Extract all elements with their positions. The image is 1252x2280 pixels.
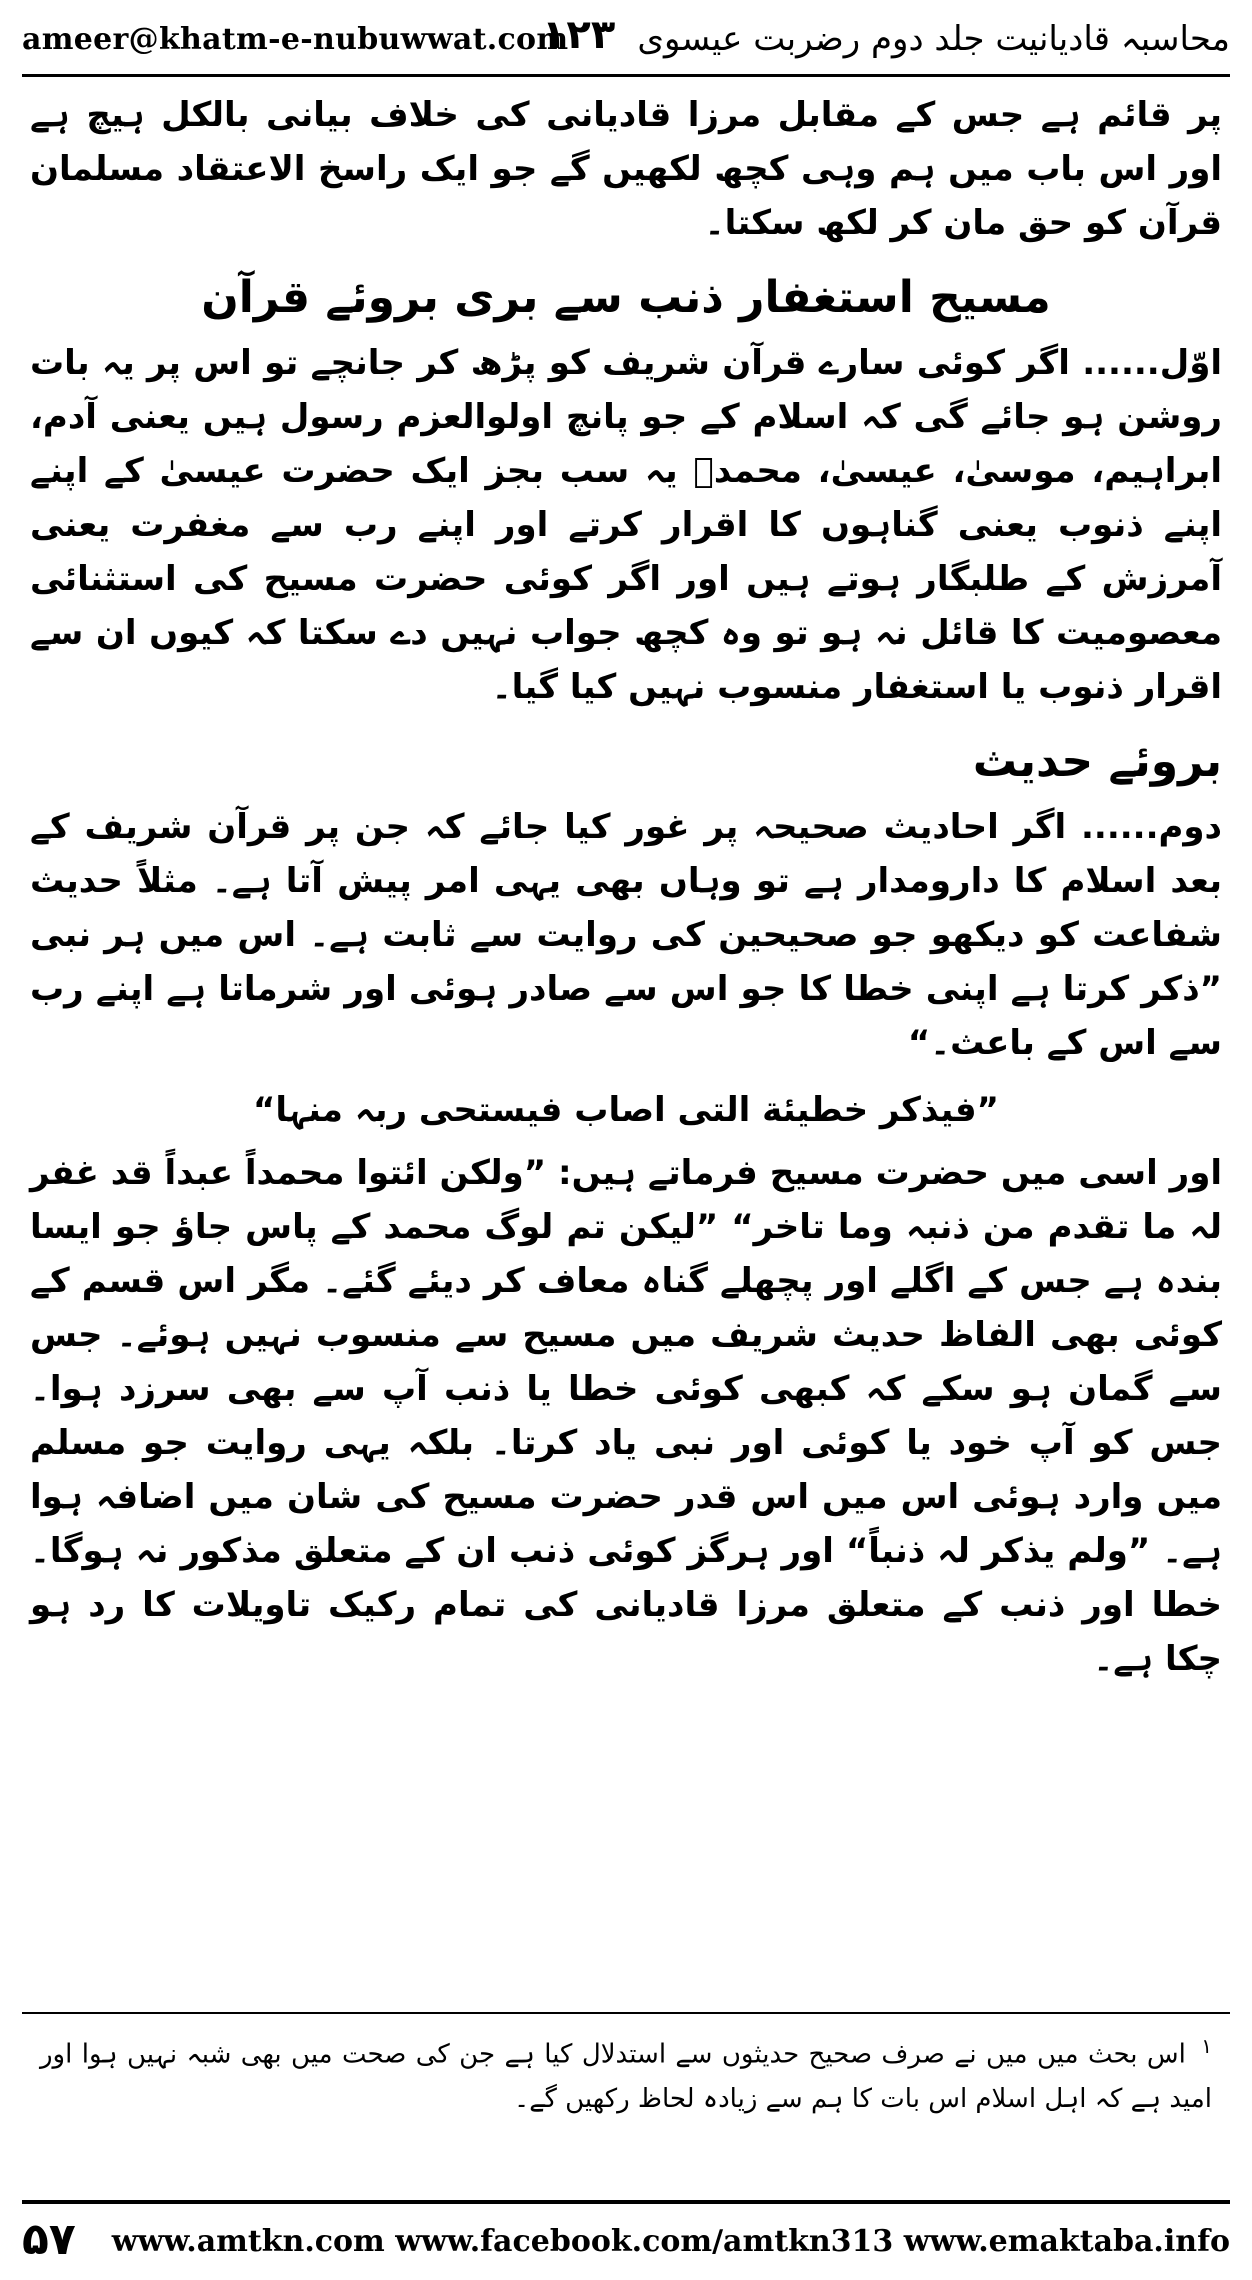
- footer-links: www.amtkn.com www.facebook.com/amtkn313 www.emaktaba.info: [111, 2224, 1230, 2259]
- footnote-marker: ۱: [1201, 2034, 1212, 2058]
- page-header: [22, 8, 1230, 70]
- section-heading-quran: مسیح استغفار ذنب سے بری بروئے قرآن: [201, 272, 1051, 323]
- arabic-quote: ”فیذکر خطیئة التی اصاب فیستحی ربہ منہا“: [253, 1090, 999, 1130]
- section-heading-hadith: بروئے حدیث: [972, 736, 1222, 787]
- footer-rule: [22, 2200, 1230, 2204]
- paragraph-first: [30, 336, 1222, 714]
- page-footer: [22, 2214, 1230, 2270]
- main-text: [30, 88, 1222, 1696]
- footnote-text: اس بحث میں میں نے صرف صحیح حدیثوں سے استدلال کیا ہے جن کی صحت میں بھی شبہ نہیں ہوا اور امید ہے کہ اہل اسلام اس بات کا ہم سے زیادہ لحاظ رکھیں گے۔: [40, 2039, 1212, 2114]
- paragraph-first-label: اوّل......: [1082, 343, 1222, 383]
- header-book-title: محاسبہ قادیانیت جلد دوم رضربت عیسوی: [637, 19, 1230, 59]
- paragraph-third: اور اسی میں حضرت مسیح فرماتے ہیں: ”ولکن ائتوا محمداً عبداً قد غفر لہ ما تقدم من ذنبہ وما تاخر“ ”لیکن تم لوگ محمد کے پاس جاؤ جو ایسا بندہ ہے جس کے اگلے اور پچھلے گناہ معاف کر دیئے گئے۔ مگر اس قسم کے کوئی بھی الفاظ حدیث شریف میں مسیح سے منسوب نہیں ہوئے۔ جس سے گمان ہو سکے کہ کبھی کوئی خطا یا ذنب آپ سے بھی سرزد ہوا۔ جس کو آپ خود یا کوئی اور نبی یاد کرتا۔ بلکہ یہی روایت جو مسلم میں وارد ہوئی اس میں اس قدر حضرت مسیح کی شان میں اضافہ ہوا ہے۔ ”ولم یذکر لہ ذنباً“ اور ہرگز کوئی ذنب ان کے متعلق مذکور نہ ہوگا۔ خطا اور ذنب کے متعلق مرزا قادیانی کی تمام رکیک تاویلات کا رد ہو چکا ہے۔: [30, 1153, 1222, 1679]
- header-page-number: ۱۲۳: [542, 12, 616, 58]
- header-email: ameer@khatm-e-nubuwwat.com: [22, 22, 569, 57]
- footer-page-number: ۵۷: [22, 2214, 76, 2265]
- header-rule: [22, 74, 1230, 77]
- paragraph-second: [30, 800, 1222, 1070]
- paragraph-second-text: اگر احادیث صحیحہ پر غور کیا جائے کہ جن پر قرآن شریف کے بعد اسلام کا دارومدار ہے تو وہاں بھی یہی امر پیش آتا ہے۔ مثلاً حدیث شفاعت کو دیکھو جو صحیحین کی روایت سے ثابت ہے۔ اس میں ہر نبی ”ذکر کرتا ہے اپنی خطا کا جو اس سے صادر ہوئی اور شرماتا ہے اپنے رب سے اس کے باعث۔“: [30, 807, 1222, 1063]
- footnote: [40, 2024, 1212, 2121]
- intro-paragraph: پر قائم ہے جس کے مقابل مرزا قادیانی کی خلاف بیانی بالکل ہیچ ہے اور اس باب میں ہم وہی کچھ لکھیں گے جو ایک راسخ الاعتقاد مسلمان قرآن کو حق مان کر لکھ سکتا۔: [30, 95, 1222, 243]
- footnote-rule: [22, 2012, 1230, 2014]
- paragraph-second-label: دوم......: [1081, 807, 1222, 847]
- paragraph-first-text: اگر کوئی سارے قرآن شریف کو پڑھ کر جانچے تو اس پر یہ بات روشن ہو جائے گی کہ اسلام کے جو پانچ اولوالعزم رسول ہیں یعنی آدم، ابراہیم، موسیٰ، عیسیٰ، محمدؐ یہ سب بجز ایک حضرت عیسیٰ کے اپنے اپنے ذنوب یعنی گناہوں کا اقرار کرتے اور اپنے رب سے مغفرت یعنی آمرزش کے طلبگار ہوتے ہیں اور اگر کوئی حضرت مسیح کی استثنائی معصومیت کا قائل نہ ہو تو وہ کچھ جواب نہیں دے سکتا کہ کیوں ان سے اقرار ذنوب یا استغفار منسوب نہیں کیا گیا۔: [30, 343, 1222, 707]
